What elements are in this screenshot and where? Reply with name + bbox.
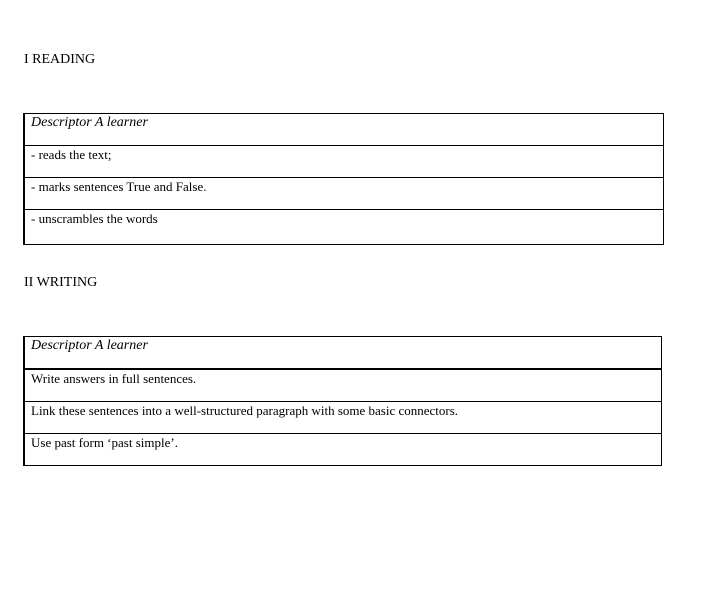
writing-descriptor-table xyxy=(23,336,662,466)
table-row xyxy=(24,210,664,245)
descriptor-text: - reads the text; xyxy=(31,147,112,162)
writing-heading: II WRITING xyxy=(24,275,98,290)
descriptor-cell xyxy=(24,210,664,245)
descriptor-header-cell xyxy=(24,337,662,370)
table-header-row xyxy=(24,114,664,146)
descriptor-text: - unscrambles the words xyxy=(31,211,158,226)
descriptor-cell xyxy=(24,369,662,402)
descriptor-header-text: Descriptor A learner xyxy=(31,338,148,353)
descriptor-text: Link these sentences into a well-structured paragraph with some basic connectors. xyxy=(31,403,459,418)
reading-descriptor-table xyxy=(23,113,664,245)
descriptor-cell xyxy=(24,146,664,178)
descriptor-cell xyxy=(24,434,662,466)
reading-heading: I READING xyxy=(24,52,96,67)
table-header-row xyxy=(24,337,662,370)
table-row xyxy=(24,146,664,178)
descriptor-text: - marks sentences True and False. xyxy=(31,179,207,194)
table-row xyxy=(24,369,662,402)
table-row xyxy=(24,402,662,434)
descriptor-text: Use past form ‘past simple’. xyxy=(31,435,178,450)
descriptor-header-text: Descriptor A learner xyxy=(31,115,148,130)
descriptor-cell xyxy=(24,402,662,434)
table-row xyxy=(24,434,662,466)
table-row xyxy=(24,178,664,210)
descriptor-cell xyxy=(24,178,664,210)
descriptor-text: Write answers in full sentences. xyxy=(31,371,197,386)
descriptor-header-cell xyxy=(24,114,664,146)
